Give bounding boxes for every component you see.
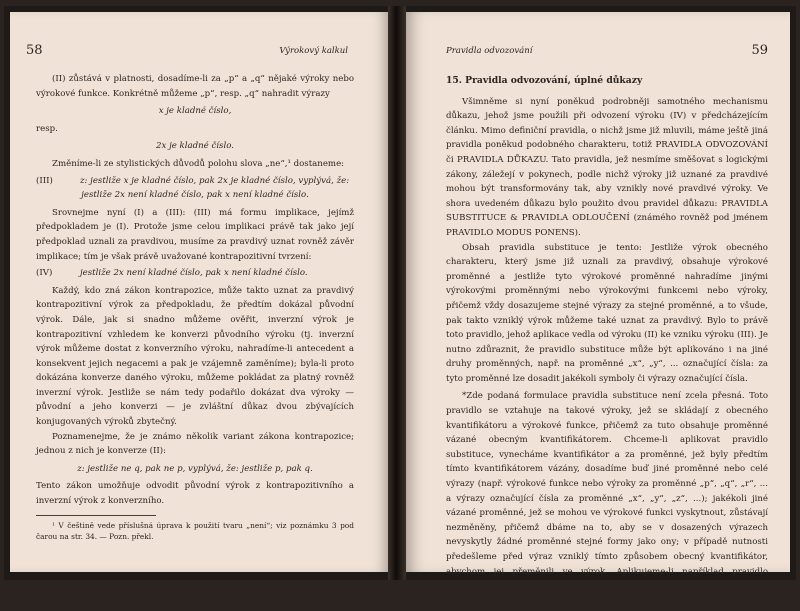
formula-iii-text: z: jestliže x je kladné číslo, pak 2x je kladné číslo, vyplývá, že: (80, 175, 350, 186)
right-running-head: Pravidla odvozování (446, 46, 533, 56)
right-paragraph-3: *Zde podaná formulace pravidla substituce není zcela přesná. Toto pravidlo se vztahuje na takové výroky, jež se skládají z obecného kvantifikátoru a výrokové funkce, přičemž za tuto obsahuje proměnné vázané obecným kvantifikátorem. Chceme-li aplikovat pravidlo substituce, vynecháme kvantifikátor a za proměnné, jež byly předtím tímto kvantifikátorem vázány, dosadíme buď jiné proměnné nebo celé výrazy (např. výrokové funkce nebo výroky za proměnné „p“, „q“, „r“, ... a výrazy označující čísla za proměnné „x“, „y“, „z“, ...); jakékoli jiné vázané proměnné, jež se mohou ve výrokové funkci vyskytnout, zůstávají nezměněny, přičemž dbáme na to, aby se v dosazených výrazech nevyskytly žádné proměnné stejné formy jako ony; v případě nutnosti předešleme před výraz vzniklý tímto způsobem obecný kvantifikátor, abychom jej přeměnili ve výrok. Aplikujeme-li například pravidlo substituce na výrok (446, 391, 768, 592)
right-paragraph-1: Všimněme si nyní poněkud podrobněji samotného mechanismu důkazu, jehož jsme použili při odvození výroku (IV) v předcházejícím článku. Mimo definiční pravidla, o nichž jsme již mluvili, máme ještě jiná pravidla poněkud podobného charakteru, totiž PRAVIDLA ODVOZOVÁNÍ či PRAVIDLA DŮKAZU. Tato pravidla, jež nesmíme směšovat s logickými zákony, záležejí v pokynech, podle nichž výroky již uznané za pravdivé mohou být transformovány tak, aby vznikly nové pravdivé výroky. Ve shora uvedeném důkazu bylo použito dvou pravidel důkazu: PRAVIDLA SUBSTITUCE & PRAVIDLA ODLOUČENÍ (známého rovněž pod jménem PRAVIDLO MODUS PONENS). (446, 96, 768, 238)
left-body (36, 72, 354, 542)
right-page (406, 12, 790, 609)
left-formula-1: x je kladné číslo, (158, 106, 232, 117)
left-formula-2: 2x je kladné číslo. (156, 141, 234, 152)
left-paragraph-2: Změníme-li ze stylistických důvodů polohu slova „ne“,¹ dostaneme: (52, 158, 345, 169)
right-page-number: 59 (751, 43, 768, 58)
formula-label-iii: (III) (36, 175, 53, 186)
left-formula-3b: jestliže 2x není kladné číslo, pak x není kladné číslo. (81, 190, 309, 201)
formula-iv-text: jestliže 2x není kladné číslo, pak x není kladné číslo. (80, 268, 308, 279)
right-paragraph-2: Obsah pravidla substituce je tento: Jestliže výrok obecného charakteru, který jsme již uznali za pravdivý, obsahuje výrokové proměnné a jestliže tyto výrokové proměnné nahradíme jinými výrokovými proměnnými nebo výrokovými funkcemi nebo výroky, přičemž vždy dosazujeme stejné výrazy za stejné proměnné, a to všude, pak takto vzniklý výrok můžeme také uznat za pravdivý. Bylo to právě toto pravidlo, jehož aplikace vedla od výroku (II) ke vzniku výroku (III). Je nutno zdůraznit, že pravidlo substituce může být aplikováno i na jiné druhy proměnných, např. na proměnné „x“, „y“, ... označující čísla: za tyto proměnné lze dosadit jakékoli symboly či výrazy označující čísla. (446, 242, 768, 384)
left-paragraph-5: Poznamenejme, že je známo několik variant zákona kontrapozice; jednou z nich je konverze (II): (36, 431, 354, 457)
left-paragraph-3: Srovnejme nyní (I) a (III): (III) má formu implikace, jejímž předpokladem je (I). Protože jsme celou implikaci právě tak jako její předpoklad uznali za pravdivou, musíme za pravdivý uznat rovněž závěr implikace; tím je však právě uvažované kontrapozitivní tvrzení: (36, 207, 354, 262)
right-body (446, 74, 768, 611)
left-resp: resp. (36, 123, 58, 134)
left-running-head: Výrokový kalkul (279, 46, 348, 56)
formula-label-iv: (IV) (36, 268, 53, 279)
book-spread (4, 6, 796, 609)
left-paragraph-1: (II) zůstává v platnosti, dosadíme-li za „p“ a „q“ nějaké výroky nebo výrokové funkce. Konkrétně můžeme „p“, resp. „q“ nahradit výrazy (36, 74, 354, 99)
footnote-rule (36, 515, 156, 516)
left-formula-3 (36, 174, 354, 189)
left-paragraph-4: Každý, kdo zná zákon kontrapozice, může takto uznat za pravdivý kontrapozitivní výrok za předpokladu, že předtím dokázal původní výrok. Dále, jak si snadno můžeme ověřit, inverzní výrok je kontrapozitivní vzhledem ke konverzi původního výroku (tj. inverzní výrok můžeme dostat z konverzního výroku, nahradíme-li antecedent a konsekvent jejich negacemi a pak je vzájemně zaměníme); byla-li proto dokázána konverze daného výroku, můžeme pokládat za platný rovněž inverzní výrok. Jestliže se nám tedy podařilo dokázat dva výroky — původní a jeho konverzi — je zvláštní důkaz dvou zbývajících konjugovaných výroků zbytečný. (36, 285, 354, 428)
left-paragraph-6: Tento zákon umožňuje odvodit původní výrok z kontrapozitivního a inverzní výrok z konverzního. (36, 481, 354, 507)
left-formula-4 (36, 266, 354, 281)
left-footnote: ¹ V češtině vede příslušná úprava k použití tvaru „není“; viz poznámku 3 pod čarou na str. 34. — Pozn. překl. (36, 520, 354, 541)
right-formula-1: ke každému číslu x existuje číslo y takové, že x + y = 5, (485, 598, 729, 609)
left-page (10, 12, 388, 572)
left-page-number: 58 (26, 43, 43, 58)
book-gutter (388, 6, 406, 580)
left-formula-5: z: jestliže ne q, pak ne p, vyplývá, že: jestliže p, pak q. (77, 463, 313, 474)
section-heading: 15. Pravidla odvozování, úplné důkazy (446, 75, 643, 86)
